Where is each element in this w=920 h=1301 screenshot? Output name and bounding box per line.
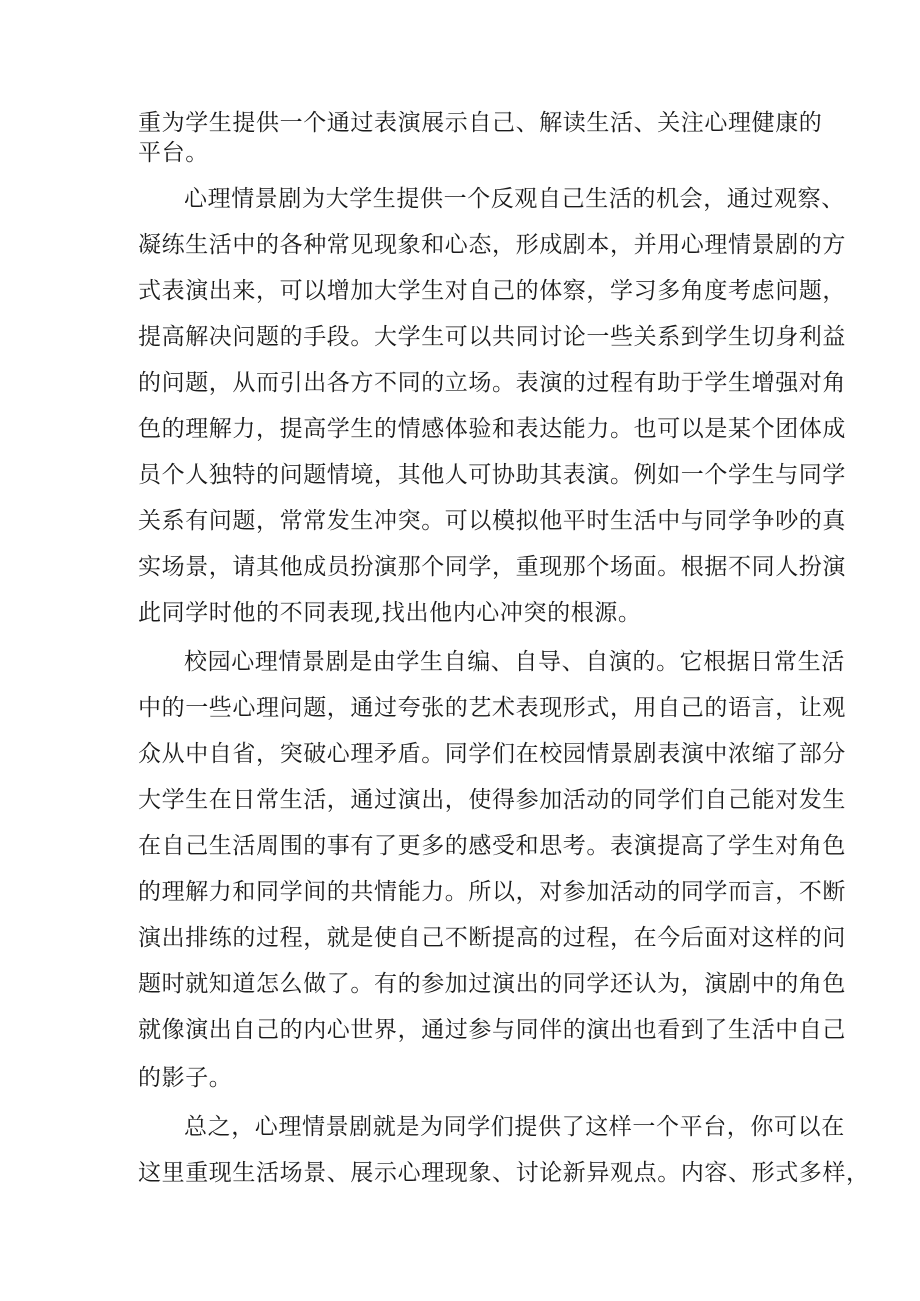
text-line: 就像演出自己的内心世界，通过参与同伴的演出也看到了生活中自己 xyxy=(138,1017,846,1043)
text-line: 这里重现生活场景、展示心理现象、讨论新异观点。内容、形式多样， xyxy=(138,1160,870,1186)
text-line: 凝练生活中的各种常见现象和心态，形成剧本，并用心理情景剧的方 xyxy=(138,232,846,258)
text-line: 众从中自省，突破心理矛盾。同学们在校园情景剧表演中浓缩了部分 xyxy=(138,741,846,767)
text-line: 中的一些心理问题，通过夸张的艺术表现形式，用自己的语言，让观 xyxy=(138,695,846,721)
text-line: 的影子。 xyxy=(138,1065,233,1091)
text-line: 平台。 xyxy=(138,140,209,166)
text-line: 在自己生活周围的事有了更多的感受和思考。表演提高了学生对角色 xyxy=(138,833,846,859)
text-line: 重为学生提供一个通过表演展示自己、解读生活、关注心理健康的 xyxy=(138,110,823,136)
text-line: 演出排练的过程，就是使自己不断提高的过程，在今后面对这样的问 xyxy=(138,925,846,951)
text-line: 关系有问题，常常发生冲突。可以模拟他平时生活中与同学争吵的真 xyxy=(138,508,846,534)
text-line: 员个人独特的问题情境，其他人可协助其表演。例如一个学生与同学 xyxy=(138,462,846,488)
text-line: 的问题，从而引出各方不同的立场。表演的过程有助于学生增强对角 xyxy=(138,370,846,396)
text-line: 题时就知道怎么做了。有的参加过演出的同学还认为，演剧中的角色 xyxy=(138,971,846,997)
text-line: 提高解决问题的手段。大学生可以共同讨论一些关系到学生切身利益 xyxy=(138,324,846,350)
text-line: 的理解力和同学间的共情能力。所以，对参加活动的同学而言，不断 xyxy=(138,879,846,905)
text-line: 色的理解力，提高学生的情感体验和表达能力。也可以是某个团体成 xyxy=(138,416,846,442)
text-line: 心理情景剧为大学生提供一个反观自己生活的机会，通过观察、 xyxy=(184,186,845,212)
text-line: 此同学时他的不同表现,找出他内心冲突的根源。 xyxy=(138,600,642,626)
text-line: 校园心理情景剧是由学生自编、自导、自演的。它根据日常生活 xyxy=(184,649,845,675)
text-line: 式表演出来，可以增加大学生对自己的体察，学习多角度考虑问题， xyxy=(138,278,846,304)
text-line: 总之，心理情景剧就是为同学们提供了这样一个平台，你可以在 xyxy=(184,1114,845,1140)
text-line: 大学生在日常生活，通过演出，使得参加活动的同学们自己能对发生 xyxy=(138,787,846,813)
text-line: 实场景，请其他成员扮演那个同学，重现那个场面。根据不同人扮演 xyxy=(138,554,846,580)
